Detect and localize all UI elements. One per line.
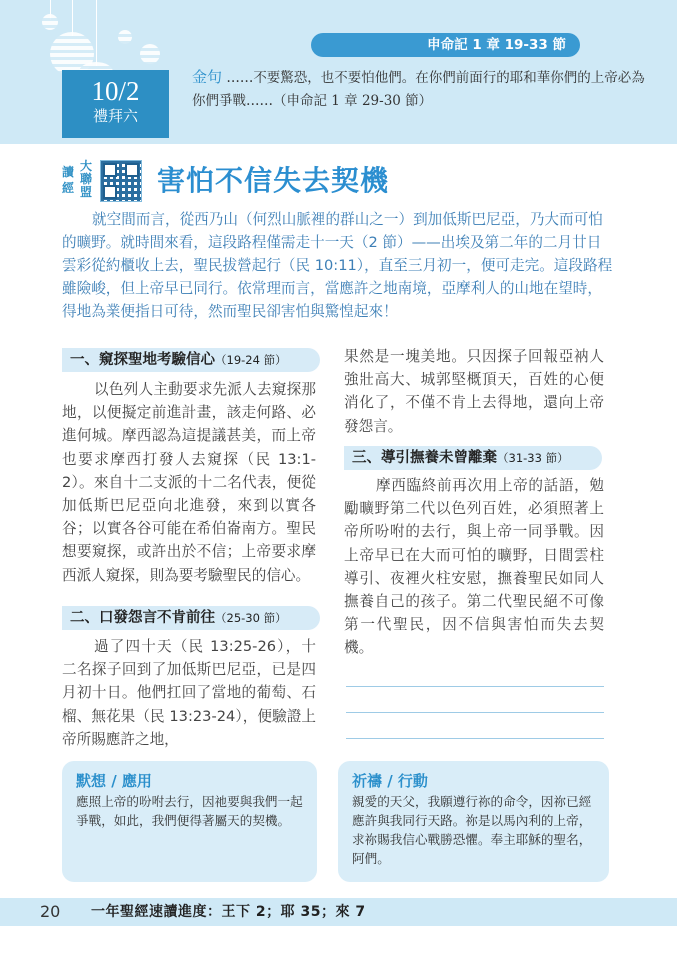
meditation-box (62, 761, 317, 882)
section-heading-1 (62, 348, 320, 372)
golden-verse (192, 66, 652, 113)
badge-char: 盟 (80, 185, 93, 199)
ornament-icon (118, 30, 132, 44)
ornament-string (72, 0, 73, 36)
section-range: （19-24 節） (215, 353, 287, 367)
badge-char: 經 (62, 181, 75, 195)
page-number: 20 (40, 902, 61, 921)
section-title: 三、導引撫養未曾離棄 (352, 450, 497, 466)
section-heading-3 (344, 446, 602, 470)
section-heading-2 (62, 606, 320, 630)
section-range: （31-33 節） (497, 451, 569, 465)
page-title: 害怕不信失去契機 (157, 164, 390, 197)
prayer-box (338, 761, 609, 882)
date: 10/2 (91, 76, 140, 106)
ornament-icon (42, 14, 58, 30)
golden-verse-text: ……不要驚恐，也不要怕他們。在你們前面行的耶和華你們的上帝必為你們爭戰……（申命記 1 章 29-30 節） (192, 70, 645, 109)
date-box (62, 70, 169, 138)
badge-char: 讀 (62, 165, 75, 179)
weekday: 禮拜六 (92, 107, 138, 125)
note-line (346, 738, 604, 739)
note-line (346, 686, 604, 687)
section-title: 一、窺探聖地考驗信心 (70, 352, 215, 368)
section-range: （25-30 節） (215, 611, 287, 625)
scripture-reference: 申命記 1 章 19-33 節 (311, 33, 580, 57)
ornament-icon (140, 44, 160, 64)
meditation-text: 應照上帝的吩咐去行，因祂要與我們一起爭戰，如此，我們便得著屬天的契機。 (76, 794, 303, 828)
section-paragraph-2-continued: 果然是一塊美地。只因探子回報亞衲人強壯高大、城郭堅概頂天，百姓的心便消化了，不僅不肯上去得地，還向上帝發怨言。 (344, 348, 604, 435)
badge-char: 聯 (80, 172, 93, 186)
reading-progress: 一年聖經速讀進度：王下 2；耶 35；來 7 (91, 904, 366, 920)
section-title: 二、口發怨言不肯前往 (70, 610, 215, 626)
section-paragraph-1: 以色列人主動要求先派人去窺探那地，以便擬定前進計畫，該走何路、必進何城。摩西認為這提議甚美，而上帝也要求摩西打發人去窺探（民 13:1-2）。來自十二支派的十二名代表，便從加低斯巴尼亞向北進發，來到以實各谷；以實各谷可能在希伯崙南方。聖民想要窺探，或許出於不信；上帝要求摩西派人窺探，則為要考驗聖民的信心。 (62, 381, 316, 584)
intro-paragraph: 就空間而言，從西乃山（何烈山脈裡的群山之一）到加低斯巴尼亞，乃大而可怕的曠野。就時間來看，這段路程僅需走十一天（2 節）——出埃及第二年的二月廿日雲彩從約櫃收上去，聖民拔營起行（民 10:11），直至三月初一，便可走完。這段路程雖險峻，但上帝早已同行。依常理而言，當應許之地南境，亞摩利人的山地在望時，得地為業便指日可待，然而聖民卻害怕與驚惶起來！ (62, 211, 613, 320)
qr-code-icon (100, 160, 142, 202)
section-paragraph-2: 過了四十天（民 13:25-26），十二名探子回到了加低斯巴尼亞，已是四月初十日。他們扛回了當地的葡萄、石榴、無花果（民 13:23-24），便驗證上帝所賜應許之地， (62, 638, 316, 748)
section-paragraph-3: 摩西臨終前再次用上帝的話語，勉勵曠野第二代以色列百姓，必須照著上帝所吩咐的去行，與上帝一同爭戰。因上帝早已在大而可怕的曠野，日間雲柱導引、夜裡火柱安慰，撫養聖民如同人撫養自己的孩子。第二代聖民絕不可像第一代聖民，因不信與害怕而失去契機。 (344, 477, 604, 657)
meditation-heading: 默想 / 應用 (76, 772, 152, 790)
golden-verse-label: 金句 (192, 68, 223, 86)
badge-char: 大 (80, 159, 93, 173)
prayer-heading: 祈禱 / 行動 (352, 772, 428, 790)
ornament-string (96, 0, 97, 66)
note-line (346, 712, 604, 713)
prayer-text: 親愛的天父，我願遵行祢的命令，因祢已經應許與我同行天路。祢是以馬內利的上帝，求祢賜我信心戰勝恐懼。奉主耶穌的聖名，阿們。 (352, 794, 592, 866)
reading-badge (62, 160, 96, 198)
